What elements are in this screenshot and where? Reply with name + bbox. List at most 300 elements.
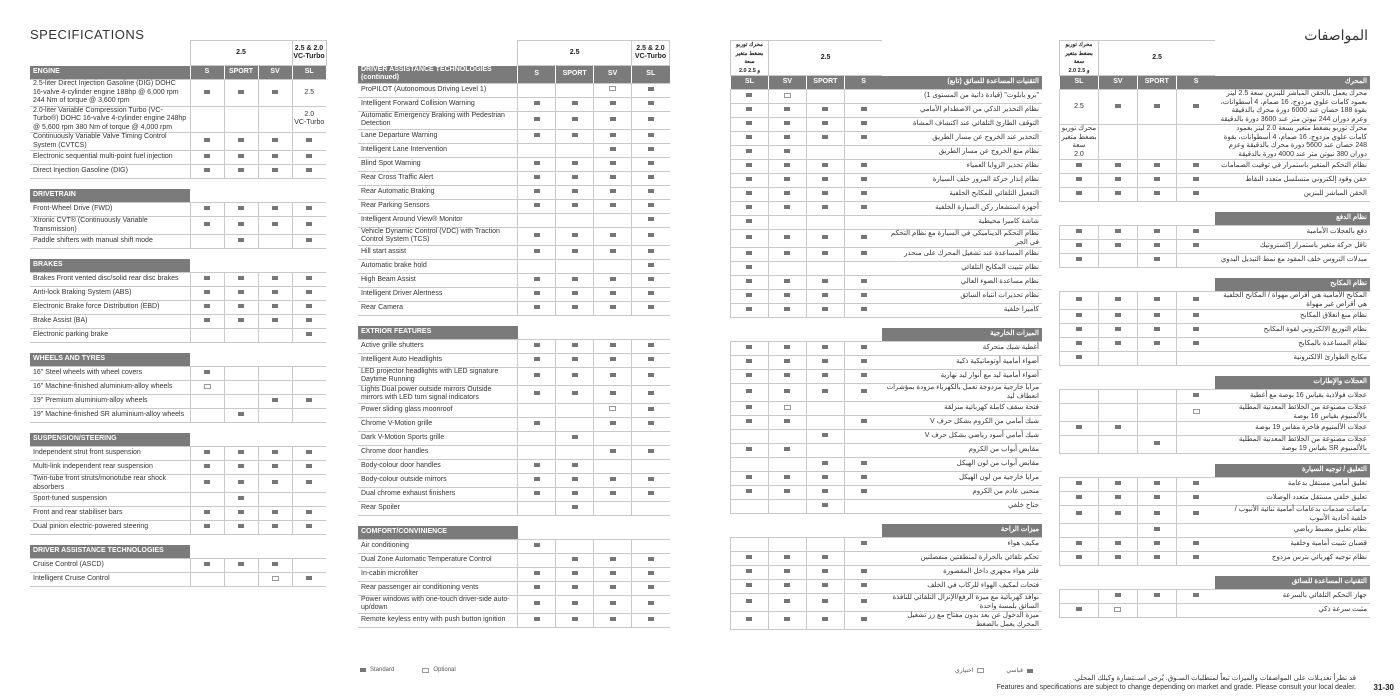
spec-cell-sv bbox=[594, 157, 632, 171]
spec-cell-sl bbox=[731, 566, 769, 580]
spec-row bbox=[731, 262, 1043, 276]
spec-cell-s bbox=[190, 301, 224, 315]
spec-cell-s bbox=[844, 356, 882, 370]
standard-mark bbox=[572, 585, 578, 589]
spec-label: مقابض أبواب من لون الهيكل bbox=[882, 458, 1042, 472]
spec-cell-sport bbox=[556, 171, 594, 185]
standard-mark bbox=[861, 121, 867, 125]
standard-mark bbox=[1154, 593, 1160, 597]
standard-mark bbox=[746, 121, 752, 125]
spec-cell-sv bbox=[594, 339, 632, 353]
standard-mark bbox=[272, 138, 278, 142]
spec-label: أضواء أمامية أوتوماتيكية ذكية bbox=[882, 356, 1042, 370]
spec-cell-sl bbox=[292, 395, 326, 409]
section-title: المحرك bbox=[1215, 76, 1370, 90]
spec-label: Active grille shutters bbox=[358, 339, 518, 353]
spec-label: Remote keyless entry with push button ignition bbox=[358, 613, 518, 627]
spec-cell-s bbox=[518, 111, 556, 129]
standard-mark bbox=[572, 435, 578, 439]
spec-label: Independent strut front suspension bbox=[30, 447, 190, 461]
section-title: نظام المكابح bbox=[1215, 278, 1370, 292]
spec-cell-sl bbox=[292, 381, 326, 395]
spec-label: Multi-link independent rear suspension bbox=[30, 461, 190, 475]
grade-header-vct: محرك توربو بضغط متغير سعة 2.0 و 2.5 bbox=[1060, 41, 1099, 76]
section-header-gap bbox=[190, 353, 326, 367]
section-title: الميزات الخارجية bbox=[882, 328, 1042, 342]
spec-row bbox=[358, 273, 670, 287]
standard-mark bbox=[610, 133, 616, 137]
standard-mark bbox=[610, 373, 616, 377]
standard-mark bbox=[238, 318, 244, 322]
spec-cell-sv bbox=[1098, 226, 1137, 240]
standard-mark bbox=[784, 555, 790, 559]
spec-cell-sport bbox=[1137, 404, 1176, 422]
spec-label: نظام إنذار حركة المرور خلف السيارة bbox=[882, 174, 1042, 188]
spec-cell-sport bbox=[556, 553, 594, 567]
spec-cell-sl bbox=[1060, 538, 1099, 552]
spec-cell-s bbox=[844, 118, 882, 132]
spec-cell-sl: 2.5 bbox=[1060, 90, 1099, 125]
spec-row bbox=[30, 301, 326, 315]
standard-mark bbox=[610, 175, 616, 179]
grade-header-blank bbox=[1215, 41, 1370, 76]
spec-cell-s bbox=[190, 493, 224, 507]
spec-label: ناقل حركة متغير باستمرار إكستروتيك bbox=[1215, 240, 1370, 254]
standard-mark bbox=[648, 249, 654, 253]
spec-cell-sv bbox=[768, 104, 806, 118]
standard-mark bbox=[648, 391, 654, 395]
section-header-gap bbox=[190, 189, 326, 203]
standard-mark bbox=[784, 251, 790, 255]
spec-cell-sv bbox=[768, 290, 806, 304]
standard-mark bbox=[746, 279, 752, 283]
spec-cell-sport bbox=[1137, 478, 1176, 492]
standard-mark bbox=[1076, 177, 1082, 181]
spec-cell-sv bbox=[258, 106, 292, 133]
spec-cell-s bbox=[190, 315, 224, 329]
spec-cell-sl bbox=[731, 230, 769, 248]
spec-cell-sport bbox=[224, 409, 258, 423]
spec-label: نظام التوزيع الالكتروني لقوة المكابح bbox=[1215, 324, 1370, 338]
standard-mark bbox=[1076, 163, 1082, 167]
spec-cell-s bbox=[190, 151, 224, 165]
spec-row bbox=[30, 395, 326, 409]
section-title: DRIVER ASSISTANCE TECHNOLOGIES bbox=[30, 545, 190, 559]
section-gap bbox=[30, 249, 326, 260]
standard-mark bbox=[534, 391, 540, 395]
standard-mark bbox=[648, 133, 654, 137]
spec-cell-sv bbox=[258, 461, 292, 475]
standard-mark bbox=[306, 206, 312, 210]
standard-mark bbox=[204, 480, 210, 484]
standard-mark bbox=[1193, 177, 1199, 181]
spec-cell-sport bbox=[556, 227, 594, 245]
section-header-0 bbox=[358, 66, 670, 84]
trim-header-s: S bbox=[190, 66, 224, 80]
spec-cell-sv bbox=[1098, 310, 1137, 324]
spec-cell-sport bbox=[224, 165, 258, 179]
spec-cell-sl bbox=[1060, 352, 1099, 366]
standard-mark bbox=[238, 524, 244, 528]
standard-mark bbox=[572, 101, 578, 105]
spec-label: Rear Cross Traffic Alert bbox=[358, 171, 518, 185]
spec-cell-s bbox=[190, 475, 224, 493]
standard-mark bbox=[1076, 555, 1082, 559]
spec-row bbox=[358, 171, 670, 185]
spec-cell-sv bbox=[258, 475, 292, 493]
standard-mark bbox=[648, 343, 654, 347]
spec-label: نظام المساعدة بالمكابح bbox=[1215, 338, 1370, 352]
spec-cell-sport bbox=[1137, 188, 1176, 202]
spec-cell-sl bbox=[632, 567, 670, 581]
standard-mark bbox=[306, 464, 312, 468]
spec-row bbox=[358, 613, 670, 627]
standard-mark bbox=[1193, 495, 1199, 499]
standard-mark bbox=[746, 569, 752, 573]
spec-cell-sv bbox=[768, 612, 806, 630]
standard-mark bbox=[306, 222, 312, 226]
spec-cell-sv bbox=[768, 230, 806, 248]
spec-cell-sport bbox=[806, 486, 844, 500]
spec-cell-sl bbox=[292, 573, 326, 587]
spec-label: Brakes Front vented disc/solid rear disc brakes bbox=[30, 273, 190, 287]
standard-mark bbox=[610, 277, 616, 281]
spec-row bbox=[731, 594, 1043, 612]
standard-mark bbox=[746, 107, 752, 111]
spec-row bbox=[731, 384, 1043, 402]
spec-cell-sv bbox=[258, 493, 292, 507]
standard-mark bbox=[1154, 441, 1160, 445]
spec-cell-sport bbox=[224, 203, 258, 217]
standard-mark bbox=[784, 489, 790, 493]
standard-mark bbox=[306, 524, 312, 528]
spec-label: شبك أمامي من الكروم بشكل حرف V bbox=[882, 416, 1042, 430]
standard-mark bbox=[204, 90, 210, 94]
spec-cell-sport bbox=[806, 342, 844, 356]
spec-cell-s bbox=[1176, 590, 1215, 604]
spec-row bbox=[1060, 506, 1371, 524]
spec-label: Rear Spoiler bbox=[358, 501, 518, 515]
spec-cell-sl bbox=[1060, 524, 1099, 538]
spec-cell-s bbox=[844, 160, 882, 174]
spec-cell-sl bbox=[1060, 390, 1099, 404]
spec-row bbox=[30, 381, 326, 395]
spec-cell-s bbox=[190, 507, 224, 521]
spec-label: Rear Camera bbox=[358, 301, 518, 315]
spec-row bbox=[1060, 604, 1371, 618]
standard-mark bbox=[534, 463, 540, 467]
section-header-0 bbox=[1060, 76, 1371, 90]
spec-cell-sl bbox=[731, 262, 769, 276]
standard-mark bbox=[1154, 229, 1160, 233]
trim-header-sport: SPORT bbox=[224, 66, 258, 80]
standard-mark bbox=[306, 332, 312, 336]
spec-cell-sl bbox=[731, 370, 769, 384]
spec-cell-sport bbox=[806, 202, 844, 216]
spec-row bbox=[358, 143, 670, 157]
spec-cell-sv bbox=[258, 273, 292, 287]
spec-label: أغطية شبك متحركة bbox=[882, 342, 1042, 356]
spec-cell-sport bbox=[556, 567, 594, 581]
standard-mark bbox=[1076, 243, 1082, 247]
spec-cell-sv bbox=[594, 83, 632, 97]
spec-label: Cruise Control (ASCD) bbox=[30, 559, 190, 573]
spec-row bbox=[731, 342, 1043, 356]
spec-cell-sv bbox=[768, 402, 806, 416]
legend-optional: Optional bbox=[433, 667, 456, 673]
standard-mark bbox=[861, 177, 867, 181]
standard-mark bbox=[1154, 313, 1160, 317]
spec-cell-sv bbox=[768, 538, 806, 552]
standard-mark bbox=[1154, 297, 1160, 301]
spec-cell-s bbox=[518, 213, 556, 227]
spec-cell-sl bbox=[731, 104, 769, 118]
spec-label: كاميرا خلفية bbox=[882, 304, 1042, 318]
standard-mark bbox=[534, 421, 540, 425]
standard-mark bbox=[1193, 243, 1199, 247]
spec-row bbox=[358, 245, 670, 259]
spec-cell-s bbox=[1176, 226, 1215, 240]
standard-mark bbox=[746, 617, 752, 621]
spec-cell-sv bbox=[594, 385, 632, 403]
spec-row bbox=[731, 248, 1043, 262]
spec-cell-sv bbox=[1098, 188, 1137, 202]
spec-row bbox=[30, 106, 326, 133]
spec-cell-sport bbox=[806, 248, 844, 262]
spec-row bbox=[1060, 590, 1371, 604]
standard-mark bbox=[746, 135, 752, 139]
spec-row bbox=[358, 385, 670, 403]
spec-row bbox=[731, 104, 1043, 118]
section-header-5 bbox=[1060, 576, 1371, 590]
spec-cell-s bbox=[844, 370, 882, 384]
standard-mark bbox=[572, 505, 578, 509]
standard-mark bbox=[1115, 297, 1121, 301]
spec-cell-sl bbox=[731, 612, 769, 630]
standard-mark bbox=[746, 163, 752, 167]
standard-mark bbox=[534, 277, 540, 281]
section-header-4 bbox=[30, 433, 326, 447]
spec-cell-sv bbox=[594, 129, 632, 143]
trim-header-sport: SPORT bbox=[556, 66, 594, 84]
spec-cell-s bbox=[518, 339, 556, 353]
spec-row bbox=[731, 552, 1043, 566]
spec-cell-sport bbox=[1137, 436, 1176, 454]
spec-cell-s bbox=[1176, 310, 1215, 324]
spec-cell-sl bbox=[731, 416, 769, 430]
standard-mark bbox=[610, 147, 616, 151]
spec-cell-sport bbox=[806, 430, 844, 444]
standard-mark bbox=[272, 562, 278, 566]
section-header-5 bbox=[30, 545, 326, 559]
standard-mark bbox=[861, 541, 867, 545]
standard-mark bbox=[238, 496, 244, 500]
spec-cell-sv bbox=[768, 248, 806, 262]
spec-cell-s bbox=[518, 487, 556, 501]
spec-label: ماصات صدمات بدعامات أمامية ثنائية الأنبوب / خلفية أحادية الأنبوب bbox=[1215, 506, 1370, 524]
standard-mark bbox=[610, 233, 616, 237]
spec-row bbox=[731, 472, 1043, 486]
spec-label: مكيف هواء bbox=[882, 538, 1042, 552]
spec-cell-sv bbox=[594, 501, 632, 515]
spec-cell-s bbox=[1176, 160, 1215, 174]
spec-cell-s bbox=[518, 287, 556, 301]
spec-cell-sl bbox=[292, 507, 326, 521]
spec-row bbox=[30, 315, 326, 329]
spec-cell-s bbox=[844, 174, 882, 188]
spec-row bbox=[1060, 524, 1371, 538]
standard-mark bbox=[648, 189, 654, 193]
spec-cell-sl: محرك توربو بضغط متغير سعة 2.0 bbox=[1061, 125, 1097, 158]
standard-mark bbox=[1115, 481, 1121, 485]
spec-cell-sl bbox=[632, 287, 670, 301]
spec-cell-s bbox=[1176, 188, 1215, 202]
spec-row bbox=[30, 367, 326, 381]
section-title: ENGINE bbox=[30, 66, 190, 80]
spec-cell-sl bbox=[632, 417, 670, 431]
spec-row bbox=[1060, 352, 1371, 366]
spec-label: 2.5-liter Direct Injection Gasoline (DIG) DOHC 16-valve 4-cylinder engine 188hp @ 6,000 rpm 244 Nm of torque @ 3,600 rpm bbox=[30, 80, 190, 107]
spec-cell-sl bbox=[632, 273, 670, 287]
spec-row bbox=[731, 500, 1043, 514]
spec-cell-sv bbox=[1098, 125, 1137, 160]
standard-mark bbox=[572, 175, 578, 179]
spec-label: نظام تعليق مضبط رياضي bbox=[1215, 524, 1370, 538]
spec-row bbox=[358, 417, 670, 431]
spec-cell-sv bbox=[594, 111, 632, 129]
spec-cell-sport bbox=[556, 301, 594, 315]
section-title: BRAKES bbox=[30, 259, 190, 273]
standard-mark bbox=[746, 405, 752, 409]
spec-cell-sport bbox=[224, 381, 258, 395]
spec-cell-sl bbox=[731, 356, 769, 370]
footer-ar: قد تطرأ تعديـلات على المواصفات والميزات تبعاً لمتطلبات السـوق. يُرجى اســتشارة وكيلك المحلي. bbox=[1072, 675, 1356, 682]
spec-cell-sport bbox=[224, 151, 258, 165]
spec-cell-sport bbox=[556, 273, 594, 287]
standard-mark bbox=[572, 133, 578, 137]
spec-cell-sl bbox=[632, 339, 670, 353]
spec-row bbox=[731, 402, 1043, 416]
spec-cell-s bbox=[1176, 90, 1215, 125]
spec-cell-sv bbox=[768, 594, 806, 612]
standard-mark bbox=[306, 138, 312, 142]
standard-mark bbox=[784, 307, 790, 311]
spec-label: تعليق خلفي مستقل متعدد الوصلات bbox=[1215, 492, 1370, 506]
spec-label: نظام منع الخروج عن مسار الطريق bbox=[882, 146, 1042, 160]
spec-label: "برو بايلوت" (قيادة ذاتية من المستوى 1) bbox=[882, 90, 1042, 104]
spec-table bbox=[30, 40, 327, 587]
spec-cell-s bbox=[844, 538, 882, 552]
section-title: EXTRIOR FEATURES bbox=[358, 326, 518, 340]
spec-label: محرك يعمل بالحقن المباشر للبنزين سعة 2.5 ليتر بعمود كامات علوي مزدوج، 16 صمام، 4 أسطوانات، بقوة 188 حصان عند 6000 دورة محرك بالدقيقة وعزم دوران 244 نيوتن متر عند 3600 دورة بالدقيقة bbox=[1215, 90, 1370, 125]
section-title: نظام الدفع bbox=[1215, 212, 1370, 226]
spec-cell-sport bbox=[556, 143, 594, 157]
standard-mark bbox=[784, 149, 790, 153]
spec-cell-sv bbox=[594, 185, 632, 199]
spec-cell-sv bbox=[258, 559, 292, 573]
standard-mark bbox=[610, 249, 616, 253]
spec-row bbox=[1060, 292, 1371, 310]
section-header-gap bbox=[1060, 278, 1216, 292]
spec-row bbox=[1060, 226, 1371, 240]
standard-mark bbox=[1154, 177, 1160, 181]
spec-cell-s bbox=[844, 132, 882, 146]
spec-cell-sport bbox=[1137, 492, 1176, 506]
standard-mark bbox=[272, 222, 278, 226]
standard-mark bbox=[272, 450, 278, 454]
spec-row bbox=[30, 287, 326, 301]
standard-mark bbox=[822, 177, 828, 181]
spec-cell-sv bbox=[768, 188, 806, 202]
standard-mark bbox=[1193, 341, 1199, 345]
standard-mark bbox=[1193, 555, 1199, 559]
spec-label: Rear Automatic Braking bbox=[358, 185, 518, 199]
spec-cell-s bbox=[518, 143, 556, 157]
standard-mark bbox=[534, 101, 540, 105]
spec-cell-sl bbox=[632, 473, 670, 487]
spec-cell-sport bbox=[1137, 338, 1176, 352]
spec-cell-sv bbox=[594, 367, 632, 385]
spec-cell-sport bbox=[806, 132, 844, 146]
spec-cell-sport bbox=[806, 90, 844, 104]
spec-cell-s bbox=[844, 290, 882, 304]
spec-cell-sport bbox=[806, 402, 844, 416]
spec-label: فلتر هواء مجهري داخل المقصورة bbox=[882, 566, 1042, 580]
section-title: التقنيات المساعدة للسائق (تابع) bbox=[882, 76, 1042, 90]
grade-header-25: 2.5 bbox=[1098, 41, 1215, 76]
spec-cell-sl bbox=[292, 273, 326, 287]
spec-row bbox=[358, 199, 670, 213]
standard-mark bbox=[610, 421, 616, 425]
spec-cell-sl bbox=[292, 287, 326, 301]
standard-mark bbox=[306, 480, 312, 484]
spec-label: Front and rear stabiliser bars bbox=[30, 507, 190, 521]
spec-cell-s bbox=[190, 106, 224, 133]
spec-cell-s bbox=[518, 501, 556, 515]
spec-cell-sl bbox=[632, 459, 670, 473]
standard-mark bbox=[610, 557, 616, 561]
standard-mark bbox=[784, 191, 790, 195]
section-header-gap bbox=[731, 328, 883, 342]
spec-label: نظام مساعدة الضوء العالي bbox=[882, 276, 1042, 290]
spec-cell-sport bbox=[1137, 552, 1176, 566]
spec-cell-s bbox=[518, 227, 556, 245]
spec-cell-sv bbox=[1098, 524, 1137, 538]
standard-mark bbox=[306, 398, 312, 402]
standard-mark bbox=[534, 373, 540, 377]
legend-en bbox=[360, 667, 456, 673]
spec-row bbox=[358, 431, 670, 445]
spec-cell-sport bbox=[806, 538, 844, 552]
legend-ar bbox=[955, 667, 1033, 674]
spec-cell-sv bbox=[1098, 174, 1137, 188]
spec-label: مقابض أبواب من الكروم bbox=[882, 444, 1042, 458]
spec-row bbox=[358, 287, 670, 301]
spec-cell-sv bbox=[594, 473, 632, 487]
spec-cell-sl bbox=[731, 552, 769, 566]
standard-mark bbox=[648, 291, 654, 295]
spec-cell-sl bbox=[632, 539, 670, 553]
spec-cell-s bbox=[844, 430, 882, 444]
spec-cell-sport bbox=[224, 301, 258, 315]
spec-cell-sv bbox=[1098, 538, 1137, 552]
spec-row bbox=[30, 217, 326, 235]
spec-row bbox=[731, 356, 1043, 370]
spec-cell-sport bbox=[556, 245, 594, 259]
spec-label: نظام تحذير الزوايا العمياء bbox=[882, 160, 1042, 174]
standard-mark bbox=[784, 205, 790, 209]
spec-cell-sl bbox=[632, 259, 670, 273]
